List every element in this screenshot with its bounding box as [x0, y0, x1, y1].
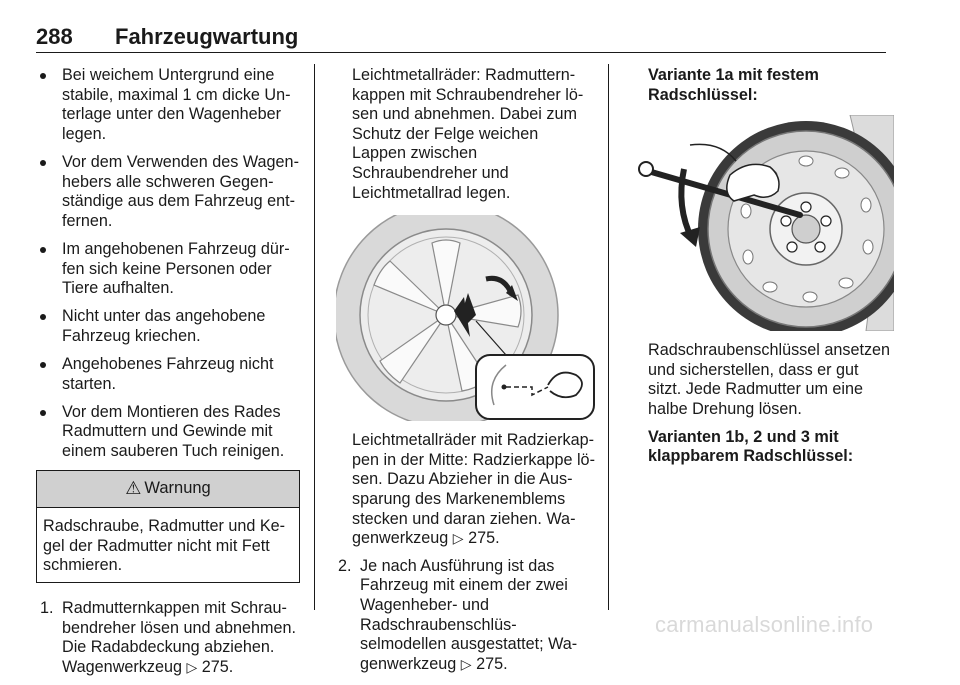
- column-right: [648, 66, 892, 475]
- alloy-wheel-paragraph: Leichtmetallräder: Radmutternkappen mit Schraubendreher lösen und abnehmen. Dabei zum Schutz der Felge weichen Lappen zwischen Schraubendreher und Leichtmetallrad legen.: [352, 66, 584, 202]
- step-text: Je nach Ausführung ist das Fahrzeug mit einem der zwei Wagenheber- und Radschraubenschlüsselmodellen ausgestattet; Wagenwerkzeug: [360, 556, 578, 673]
- section-title: Fahrzeugwartung: [115, 24, 299, 49]
- bullet-item: Vor dem Montieren des Rades Radmuttern und Gewinde mit einem sauberen Tuch reinigen.: [36, 403, 300, 462]
- page-number: 288: [36, 24, 73, 49]
- warning-header: [37, 471, 299, 508]
- variant-1a-heading: Variante 1a mit festem Radschlüssel:: [648, 66, 819, 104]
- page-reference: 275.: [468, 529, 500, 548]
- step-text: Radmutternkappen mit Schraubendreher lösen und abnehmen. Die Radabdeckung abziehen. Wagenwerkzeug: [62, 599, 296, 676]
- warning-title: Warnung: [144, 479, 211, 498]
- alloy-wheel-cap-paragraph: [352, 431, 596, 549]
- column-middle: [338, 66, 596, 682]
- bullet-item: Angehobenes Fahrzeug nicht starten.: [36, 355, 300, 394]
- step-1: [36, 599, 300, 677]
- page-reference-icon: ▷: [186, 658, 198, 675]
- page-reference: 275.: [476, 654, 508, 673]
- step-2: [334, 557, 596, 675]
- warning-box: [36, 470, 300, 583]
- column-divider-left: [314, 64, 315, 610]
- column-divider-right: [608, 64, 609, 610]
- column-left: [36, 66, 300, 685]
- step-number: 2.: [338, 556, 352, 575]
- step-number: 1.: [40, 599, 54, 618]
- warning-text: Radschraube, Radmutter und Kegel der Radmutter nicht mit Fett schmieren.: [43, 517, 286, 575]
- variants-1b-2-3-heading: Varianten 1b, 2 und 3 mit klappbarem Radschlüssel:: [648, 427, 854, 466]
- bullet-item: Bei weichem Untergrund eine stabile, maximal 1 cm dicke Unterlage unter den Wagenheber legen.: [36, 66, 300, 144]
- page-reference-icon: ▷: [460, 655, 472, 672]
- page-header: [36, 22, 886, 53]
- alloy-wheel-illustration: [336, 215, 596, 421]
- bullet-item: Vor dem Verwenden des Wagenhebers alle schweren Gegenständige aus dem Fahrzeug entfernen.: [36, 153, 300, 231]
- wheel-wrench-illustration: [630, 115, 894, 331]
- safety-bullet-list: [36, 66, 300, 462]
- bullet-item: Nicht unter das angehobene Fahrzeug kriechen.: [36, 307, 300, 346]
- bullet-item: Im angehobenen Fahrzeug dürfen sich keine Personen oder Tiere aufhalten.: [36, 240, 300, 299]
- alloy-wheel-cap-text: Leichtmetallräder mit Radzierkappen in der Mitte: Radzierkappe lösen. Dazu Abzieher in die Aussparung des Markenemblems stecken und daran ziehen. Wagenwerkzeug: [352, 431, 595, 548]
- variant-1a-instructions: Radschraubenschlüssel ansetzen und sicherstellen, dass er gut sitzt. Jede Radmutter um eine halbe Drehung lösen.: [648, 341, 891, 418]
- page-reference-icon: ▷: [452, 530, 464, 547]
- page-reference: 275.: [201, 657, 234, 676]
- watermark: carmanualsonline.info: [655, 612, 874, 637]
- warning-triangle-icon: ⚠: [125, 478, 142, 499]
